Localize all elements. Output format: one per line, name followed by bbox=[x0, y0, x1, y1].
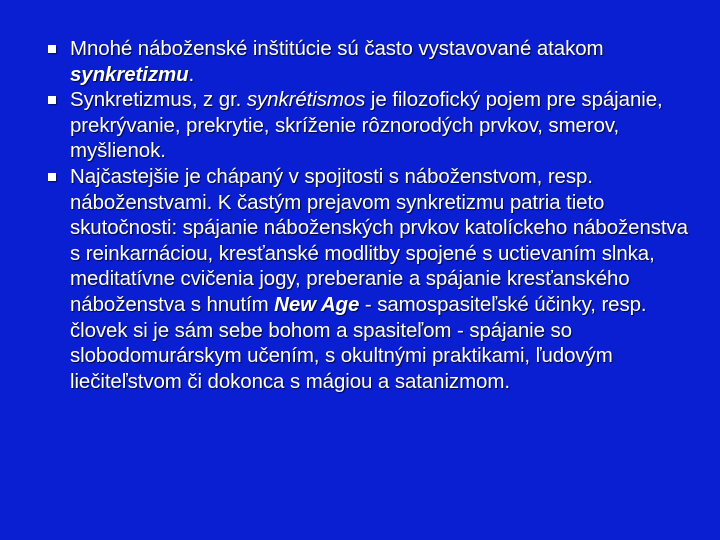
bullet-2-term-synkretismos: synkrétismos bbox=[246, 88, 366, 112]
square-bullet-icon bbox=[48, 45, 56, 53]
bullet-list bbox=[48, 36, 698, 394]
square-bullet-icon bbox=[48, 173, 56, 181]
bullet-2-text-2: je filozofický pojem pre spájanie, prekrývanie, prekrytie, skríženie rôznorodých prvkov, smerov, myšlienok. bbox=[70, 88, 663, 163]
bullet-1-text-2: . bbox=[188, 62, 195, 86]
bullet-1-text-1: Mnohé náboženské inštitúcie sú často vystavované atakom bbox=[70, 37, 604, 60]
bullet-3-text-2: - samospasiteľské účinky, resp. človek si je sám sebe bohom a spasiteľom - spájanie so slobodomurárskym učením, s okultnými praktikami, ľudovým liečiteľstvom či dokonca s mágiou a satanizmom. bbox=[70, 292, 647, 393]
bullet-3-term-new-age: New Age bbox=[274, 292, 360, 316]
bullet-item-3 bbox=[48, 164, 698, 394]
bullet-item-2 bbox=[48, 87, 698, 164]
bullet-2-text-1: Synkretizmus, z gr. bbox=[70, 88, 247, 112]
bullet-3-text-1: Najčastejšie je chápaný v spojitosti s náboženstvom, resp. náboženstvami. K častým prejavom synkretizmu patria tieto skutočnosti: spájanie náboženských prvkov katolíckeho náboženstva s reinkarnáciou, kresťanské modlitby spojené s uctievaním slnka, meditatívne cvičenia jogy, preberanie a spájanie kresťanského náboženstva s hnutím bbox=[70, 164, 688, 316]
bullet-1-term-synkretizmu: synkretizmu bbox=[70, 62, 189, 86]
bullet-item-1 bbox=[48, 36, 698, 87]
square-bullet-icon bbox=[48, 96, 56, 104]
